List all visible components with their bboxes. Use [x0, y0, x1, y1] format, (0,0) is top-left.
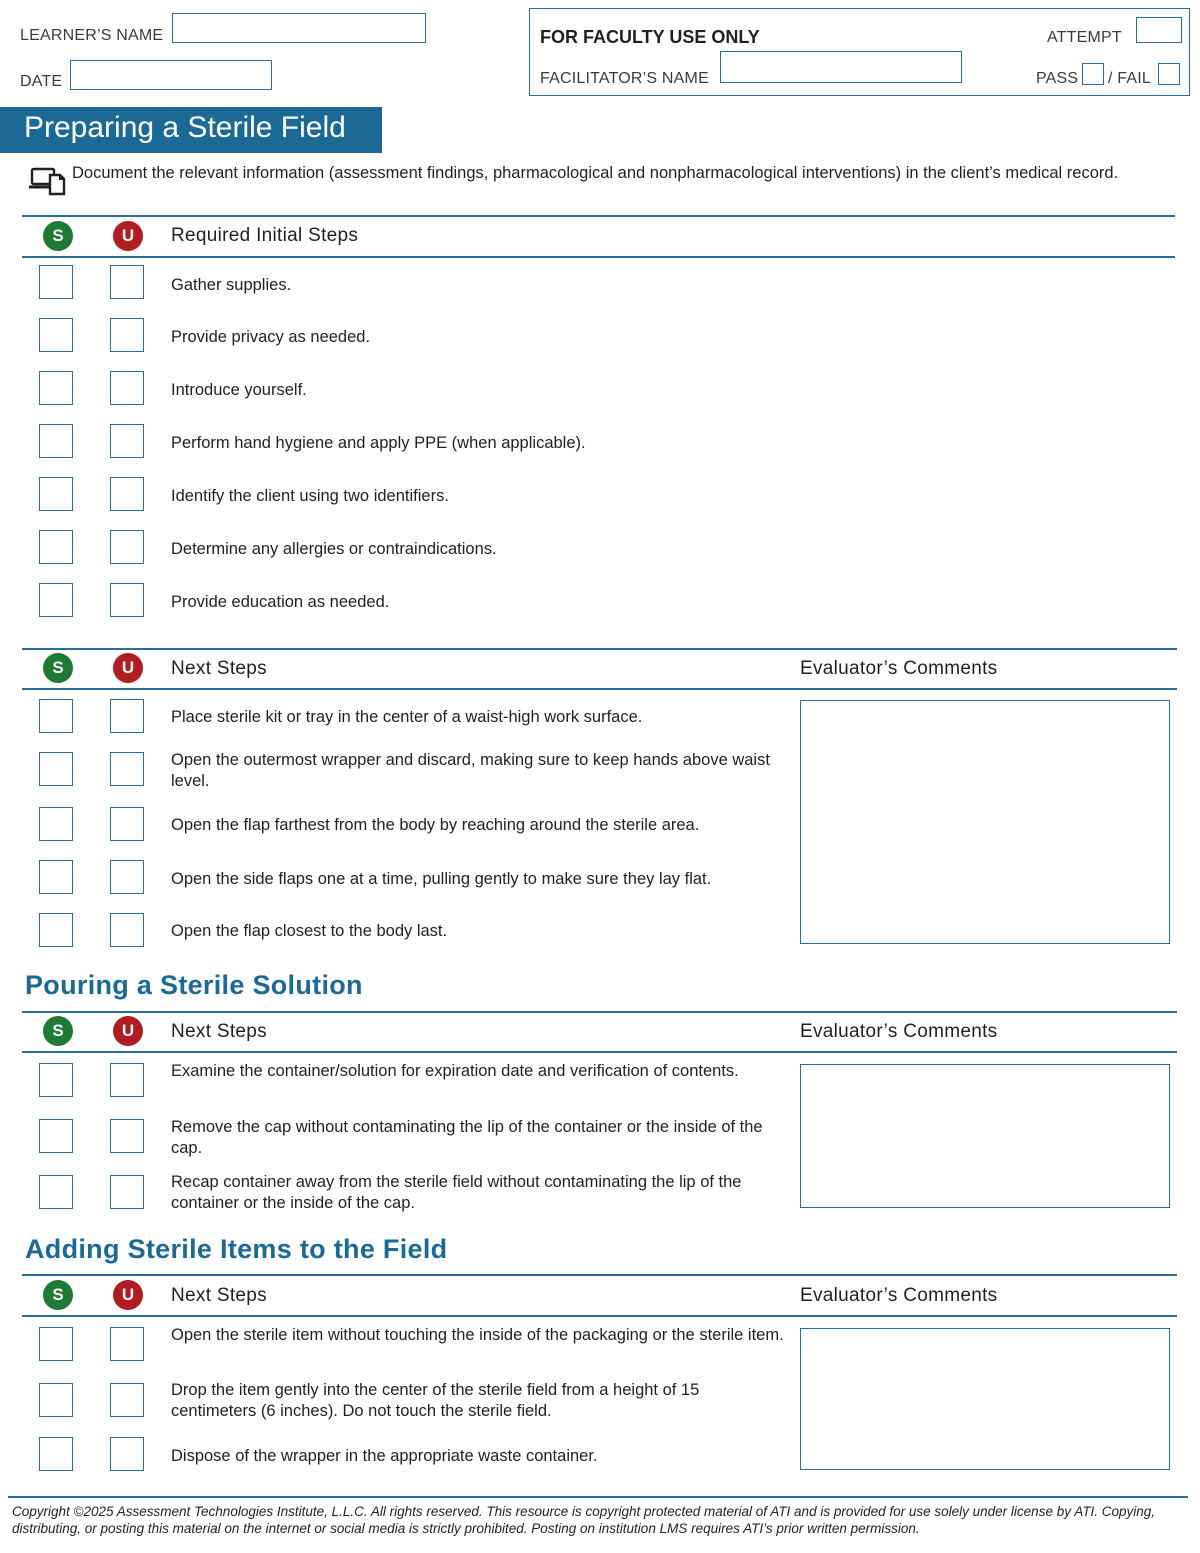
step-text: Open the outermost wrapper and discard, making sure to keep hands above waist level. — [171, 751, 770, 790]
s-checkbox[interactable] — [39, 1063, 73, 1097]
pass-label: PASS — [1036, 70, 1079, 87]
step-text: Gather supplies. — [171, 276, 292, 294]
s-checkbox[interactable] — [39, 860, 73, 894]
s-checkbox[interactable] — [39, 424, 73, 458]
divider — [22, 648, 1177, 650]
divider — [22, 215, 1175, 217]
document-device-icon — [28, 166, 68, 196]
fail-checkbox[interactable] — [1158, 63, 1180, 85]
s-checkbox[interactable] — [39, 1119, 73, 1153]
facilitator-name-input[interactable] — [720, 51, 962, 83]
evaluator-comments-heading: Evaluator’s Comments — [800, 1021, 998, 1042]
u-checkbox[interactable] — [110, 807, 144, 841]
unsatisfactory-badge: U — [113, 1016, 143, 1046]
u-checkbox[interactable] — [110, 530, 144, 564]
u-checkbox[interactable] — [110, 699, 144, 733]
step-text: Recap container away from the sterile field without contaminating the lip of the container or the inside of the cap. — [171, 1173, 742, 1212]
fail-label: / FAIL — [1108, 70, 1151, 87]
divider — [22, 1274, 1177, 1276]
pass-checkbox[interactable] — [1082, 63, 1104, 85]
step-text: Provide privacy as needed. — [171, 328, 371, 346]
copyright-footer: Copyright ©2025 Assessment Technologies Institute, L.L.C. All rights reserved. This resource is copyright protected material of ATI and is provided for use solely under license by ATI. Copying, distributing, or posting this material on the internet or social media is strictly prohibited. Posting on institution LMS requires ATI’s prior written permission. — [12, 1504, 1155, 1536]
s-checkbox[interactable] — [39, 807, 73, 841]
satisfactory-badge: S — [43, 1016, 73, 1046]
s-checkbox[interactable] — [39, 752, 73, 786]
next-steps-heading: Next Steps — [171, 1285, 267, 1306]
adding-section-title: Adding Sterile Items to the Field — [25, 1234, 448, 1264]
step-text: Open the flap farthest from the body by reaching around the sterile area. — [171, 816, 700, 834]
required-initial-steps-heading: Required Initial Steps — [171, 225, 359, 246]
divider — [22, 1011, 1177, 1013]
step-text: Introduce yourself. — [171, 381, 307, 399]
next-steps-heading: Next Steps — [171, 658, 267, 679]
u-checkbox[interactable] — [110, 1063, 144, 1097]
unsatisfactory-badge: U — [113, 221, 143, 251]
u-checkbox[interactable] — [110, 477, 144, 511]
documentation-note: Document the relevant information (assessment findings, pharmacological and nonpharmacological interventions) in the client’s medical record. — [72, 164, 1119, 182]
date-label: DATE — [20, 73, 63, 90]
u-checkbox[interactable] — [110, 752, 144, 786]
step-text: Determine any allergies or contraindications. — [171, 540, 497, 558]
u-checkbox[interactable] — [110, 424, 144, 458]
step-text: Open the sterile item without touching the inside of the packaging or the sterile item. — [171, 1326, 784, 1344]
divider — [22, 256, 1175, 258]
u-checkbox[interactable] — [110, 1175, 144, 1209]
evaluator-comments-heading: Evaluator’s Comments — [800, 658, 998, 679]
step-text: Provide education as needed. — [171, 593, 390, 611]
s-checkbox[interactable] — [39, 318, 73, 352]
faculty-title: FOR FACULTY USE ONLY — [540, 27, 760, 47]
divider — [22, 1315, 1177, 1317]
faculty-use-panel — [529, 8, 1190, 96]
u-checkbox[interactable] — [110, 913, 144, 947]
s-checkbox[interactable] — [39, 913, 73, 947]
divider — [22, 688, 1177, 690]
step-text: Examine the container/solution for expiration date and verification of contents. — [171, 1062, 739, 1080]
s-checkbox[interactable] — [39, 371, 73, 405]
unsatisfactory-badge: U — [113, 1280, 143, 1310]
pouring-section-title: Pouring a Sterile Solution — [25, 970, 363, 1000]
s-checkbox[interactable] — [39, 1175, 73, 1209]
u-checkbox[interactable] — [110, 1327, 144, 1361]
s-checkbox[interactable] — [39, 1383, 73, 1417]
learner-name-input[interactable] — [172, 13, 426, 43]
satisfactory-badge: S — [43, 221, 73, 251]
learner-name-label: LEARNER’S NAME — [20, 27, 164, 44]
step-text: Remove the cap without contaminating the lip of the container or the inside of the cap. — [171, 1118, 763, 1157]
u-checkbox[interactable] — [110, 371, 144, 405]
facilitator-name-label: FACILITATOR’S NAME — [540, 70, 709, 87]
evaluator-comments-box[interactable] — [800, 1064, 1170, 1208]
next-steps-heading: Next Steps — [171, 1021, 267, 1042]
satisfactory-badge: S — [43, 653, 73, 683]
s-checkbox[interactable] — [39, 477, 73, 511]
step-text: Dispose of the wrapper in the appropriate waste container. — [171, 1447, 598, 1465]
evaluator-comments-box[interactable] — [800, 700, 1170, 944]
divider — [22, 1051, 1177, 1053]
attempt-input[interactable] — [1136, 17, 1182, 43]
s-checkbox[interactable] — [39, 1437, 73, 1471]
date-input[interactable] — [70, 60, 272, 90]
evaluator-comments-box[interactable] — [800, 1328, 1170, 1470]
step-text: Drop the item gently into the center of the sterile field from a height of 15 centimeters (6 inches). Do not touch the sterile field. — [171, 1381, 700, 1420]
u-checkbox[interactable] — [110, 860, 144, 894]
step-text: Place sterile kit or tray in the center of a waist-high work surface. — [171, 708, 643, 726]
attempt-label: ATTEMPT — [1047, 29, 1122, 46]
s-checkbox[interactable] — [39, 530, 73, 564]
s-checkbox[interactable] — [39, 583, 73, 617]
step-text: Identify the client using two identifiers. — [171, 487, 449, 505]
unsatisfactory-badge: U — [113, 653, 143, 683]
satisfactory-badge: S — [43, 1280, 73, 1310]
s-checkbox[interactable] — [39, 1327, 73, 1361]
u-checkbox[interactable] — [110, 583, 144, 617]
page-title-banner: Preparing a Sterile Field — [0, 107, 382, 153]
u-checkbox[interactable] — [110, 318, 144, 352]
step-text: Open the side flaps one at a time, pulling gently to make sure they lay flat. — [171, 870, 712, 888]
u-checkbox[interactable] — [110, 1383, 144, 1417]
step-text: Perform hand hygiene and apply PPE (when applicable). — [171, 434, 586, 452]
footer-divider — [8, 1496, 1188, 1498]
step-text: Open the flap closest to the body last. — [171, 922, 448, 940]
u-checkbox[interactable] — [110, 265, 144, 299]
s-checkbox[interactable] — [39, 265, 73, 299]
s-checkbox[interactable] — [39, 699, 73, 733]
u-checkbox[interactable] — [110, 1437, 144, 1471]
evaluator-comments-heading: Evaluator’s Comments — [800, 1285, 998, 1306]
u-checkbox[interactable] — [110, 1119, 144, 1153]
